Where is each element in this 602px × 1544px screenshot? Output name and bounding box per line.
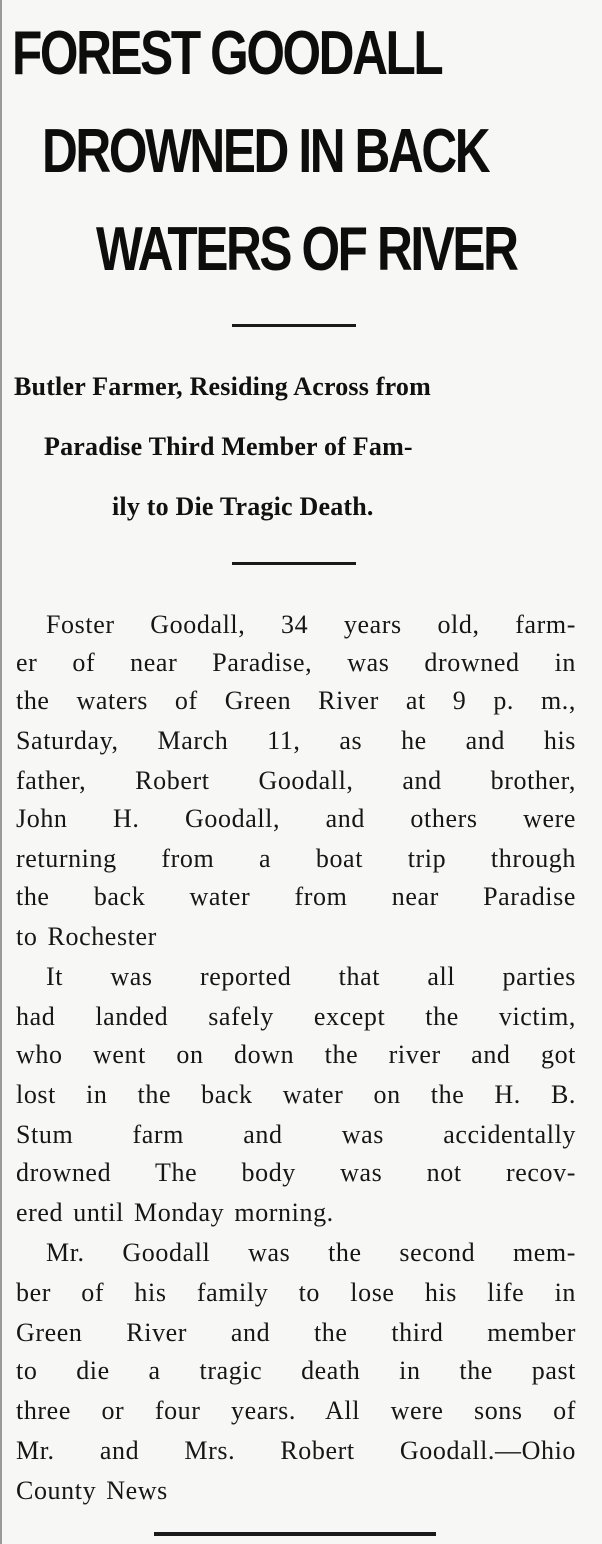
subheadline-divider [232, 562, 356, 565]
article-line: father, Robert Goodall, and brother, [16, 766, 576, 795]
article-line: to Rochester [16, 922, 157, 951]
article-line: who went on down the river and got [16, 1040, 576, 1069]
article-line: er of near Paradise, was drowned in [16, 648, 576, 677]
subheadline-line-2: Paradise Third Member of Fam- [44, 432, 413, 461]
headline-divider [232, 324, 356, 327]
article-line: drowned The body was not recov- [16, 1158, 576, 1187]
article-line: Foster Goodall, 34 years old, farm- [46, 610, 576, 639]
headline-line-2: DROWNED IN BACK [42, 117, 489, 186]
headline-line-1: FOREST GOODALL [12, 19, 442, 88]
subheadline-line-3: ily to Die Tragic Death. [112, 492, 374, 521]
article-line: John H. Goodall, and others were [16, 804, 576, 833]
article-line: ered until Monday morning. [16, 1198, 334, 1227]
article-line: Stum farm and was accidentally [16, 1120, 576, 1149]
article-line: ber of his family to lose his life in [16, 1278, 576, 1307]
article-line: three or four years. All were sons of [16, 1396, 576, 1425]
article-line: Green River and the third member [16, 1318, 576, 1347]
headline-line-3: WATERS OF RIVER [96, 215, 517, 284]
article-line: Mr. and Mrs. Robert Goodall.—Ohio [16, 1436, 576, 1465]
article-line: Saturday, March 11, as he and his [16, 726, 576, 755]
article-line: had landed safely except the victim, [16, 1002, 576, 1031]
article-line: the back water from near Paradise [16, 882, 576, 911]
article-line: lost in the back water on the H. B. [16, 1080, 576, 1109]
article-line: It was reported that all parties [46, 962, 576, 991]
article-line: the waters of Green River at 9 p. m., [16, 686, 576, 715]
article-line: to die a tragic death in the past [16, 1356, 576, 1385]
article-line: County News [16, 1476, 168, 1505]
article-line: returning from a boat trip through [16, 844, 576, 873]
article-line: Mr. Goodall was the second mem- [46, 1238, 576, 1267]
article-end-divider [154, 1532, 436, 1536]
subheadline-line-1: Butler Farmer, Residing Across from [14, 372, 431, 401]
